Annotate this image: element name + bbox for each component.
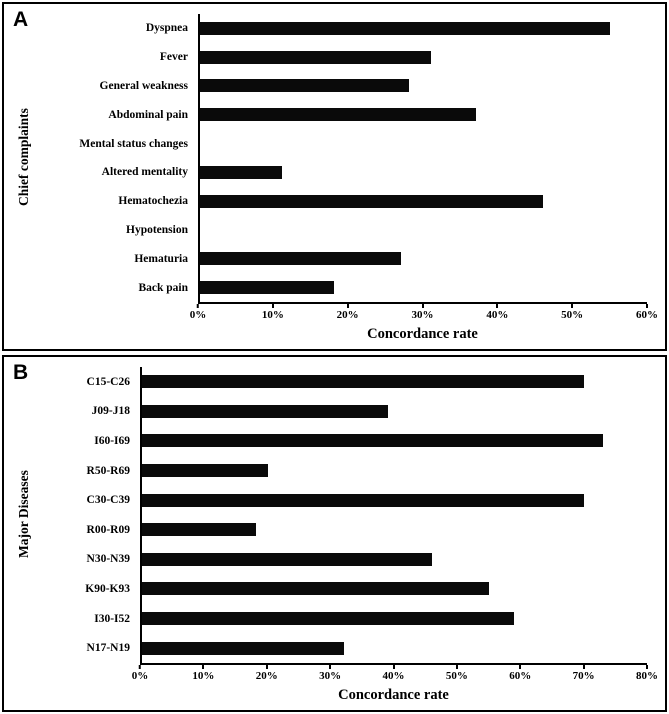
category-label: R00-R09 [86, 523, 130, 536]
x-tick [262, 304, 284, 321]
category-label: C30-C39 [86, 494, 130, 507]
bar-row [36, 244, 647, 273]
x-tick-mark [456, 665, 458, 669]
bar [200, 166, 282, 179]
x-tick [190, 304, 207, 321]
panel-a [2, 2, 667, 351]
bar-track [140, 456, 647, 486]
x-tick [412, 304, 434, 321]
bar-track [198, 43, 647, 72]
bar [200, 22, 610, 35]
category-label: Back pain [138, 281, 188, 294]
panel-b [2, 355, 667, 712]
x-tick-label: 10% [261, 309, 284, 321]
bar-track [198, 158, 647, 187]
bar-rows-a [36, 14, 647, 302]
bar-row [36, 14, 647, 43]
x-tick-label: 70% [572, 670, 595, 682]
x-tick-mark [272, 304, 274, 308]
x-tick-mark [347, 304, 349, 308]
x-tick-label: 40% [382, 670, 405, 682]
x-tick-label: 50% [445, 670, 468, 682]
x-tick [509, 665, 531, 682]
chart-body-b [36, 367, 658, 706]
panel-a-letter: A [13, 8, 29, 31]
category-label: R50-R69 [86, 464, 130, 477]
x-tick-label: 30% [411, 309, 434, 321]
x-tick-label: 60% [509, 670, 532, 682]
bar [200, 252, 401, 265]
category-label: Dyspnea [145, 22, 188, 35]
category-label: Mental status changes [79, 137, 188, 150]
bar [142, 434, 603, 447]
bar [142, 464, 268, 477]
x-tick [383, 665, 405, 682]
x-tick [192, 665, 214, 682]
bar-row [36, 216, 647, 245]
category-label: Hypotension [126, 223, 188, 236]
category-label: I30-I52 [94, 612, 130, 625]
x-tick [446, 665, 468, 682]
x-tick-mark [202, 665, 204, 669]
bar-track [140, 545, 647, 575]
category-label: C15-C26 [86, 375, 130, 388]
x-tick [319, 665, 341, 682]
x-tick-mark [266, 665, 268, 669]
x-tick-mark [583, 665, 585, 669]
x-tick-label: 20% [255, 670, 278, 682]
chart-b [12, 367, 658, 706]
x-tick-mark [139, 665, 141, 669]
x-tick-label: 0% [131, 670, 149, 682]
x-tick-label: 40% [486, 309, 509, 321]
x-tick-label: 0% [189, 309, 207, 321]
bar-row [36, 397, 647, 427]
bar-row [36, 604, 647, 634]
chart-body-a [36, 14, 658, 345]
bar [200, 195, 543, 208]
bar-track [198, 187, 647, 216]
x-tick [337, 304, 359, 321]
bar-track [140, 426, 647, 456]
bar-track [198, 216, 647, 245]
bar [200, 79, 409, 92]
bar-track [140, 574, 647, 604]
bar [200, 108, 476, 121]
x-tick [573, 665, 595, 682]
bar-track [140, 485, 647, 515]
bar-row [36, 43, 647, 72]
bar-row [36, 158, 647, 187]
bar [142, 642, 344, 655]
bar-row [36, 72, 647, 101]
x-tick-mark [329, 665, 331, 669]
x-tick-label: 60% [636, 309, 658, 321]
x-tick-mark [496, 304, 498, 308]
x-tick [256, 665, 278, 682]
x-tick-mark [393, 665, 395, 669]
x-tick [486, 304, 508, 321]
category-label: N30-N39 [86, 553, 130, 566]
bar [142, 494, 584, 507]
bar [200, 51, 431, 64]
bar [200, 281, 334, 294]
category-label: K90-K93 [85, 582, 130, 595]
panel-b-letter: B [13, 361, 29, 384]
x-tick [561, 304, 583, 321]
category-label: J09-J18 [91, 405, 130, 418]
bar-rows-b [36, 367, 647, 663]
x-axis-b [131, 663, 658, 686]
bar-track [140, 367, 647, 397]
bar-row [36, 633, 647, 663]
bar-row [36, 367, 647, 397]
x-axis-a [189, 302, 658, 325]
chart-a [12, 14, 658, 345]
bar [142, 553, 432, 566]
category-label: Hematuria [134, 252, 188, 265]
x-tick-mark [197, 304, 199, 308]
bar-row [36, 273, 647, 302]
category-label: Altered mentality [101, 166, 188, 179]
x-tick [132, 665, 149, 682]
bar-track [198, 100, 647, 129]
bar [142, 405, 388, 418]
category-label: I60-I69 [94, 434, 130, 447]
bar-row [36, 129, 647, 158]
x-axis-title-a: Concordance rate [367, 326, 478, 342]
bar-track [140, 604, 647, 634]
x-tick-mark [519, 665, 521, 669]
x-tick [636, 665, 658, 682]
category-label: Abdominal pain [108, 108, 188, 121]
x-tick-mark [646, 665, 648, 669]
category-label: N17-N19 [86, 642, 130, 655]
bar-row [36, 574, 647, 604]
x-tick-mark [571, 304, 573, 308]
bar-track [198, 14, 647, 43]
bar-track [198, 129, 647, 158]
bar-track [140, 633, 647, 663]
bar-row [36, 515, 647, 545]
bar-track [198, 72, 647, 101]
bar-row [36, 485, 647, 515]
x-tick-mark [422, 304, 424, 308]
bar [142, 523, 256, 536]
bar [142, 582, 489, 595]
bar-track [140, 397, 647, 427]
bar-row [36, 100, 647, 129]
category-label: General weakness [99, 79, 188, 92]
bar [142, 612, 514, 625]
category-label: Fever [159, 51, 188, 64]
y-axis-title-b: Major Diseases [16, 470, 31, 559]
bar-track [140, 515, 647, 545]
x-tick [636, 304, 658, 321]
bar-track [198, 244, 647, 273]
bar-row [36, 456, 647, 486]
y-axis-title-a: Chief complaints [16, 108, 31, 207]
category-label: Hematochezia [118, 195, 188, 208]
x-tick-mark [646, 304, 648, 308]
x-tick-label: 50% [561, 309, 584, 321]
x-tick-label: 20% [336, 309, 359, 321]
x-tick-label: 10% [192, 670, 215, 682]
bar [142, 375, 584, 388]
x-tick-label: 80% [636, 670, 658, 682]
x-axis-title-b: Concordance rate [338, 687, 449, 703]
bar-row [36, 545, 647, 575]
bar-row [36, 426, 647, 456]
bar-row [36, 187, 647, 216]
x-tick-label: 30% [319, 670, 342, 682]
bar-track [198, 273, 647, 302]
